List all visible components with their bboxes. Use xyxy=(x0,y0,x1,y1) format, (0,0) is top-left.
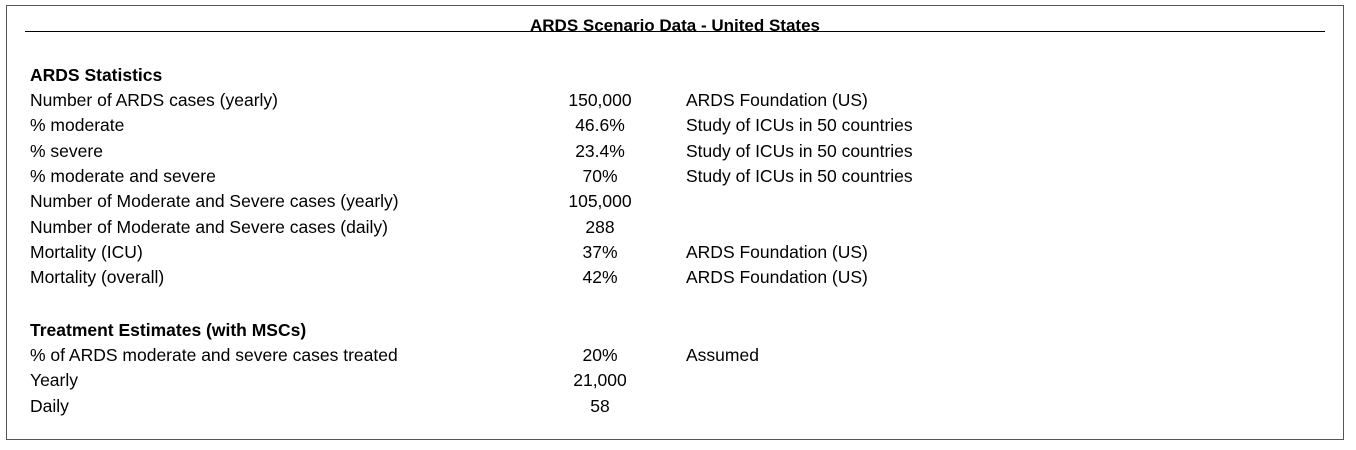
row-label: Number of ARDS cases (yearly) xyxy=(30,90,278,110)
title-underline xyxy=(25,31,1325,32)
row-label: Mortality (overall) xyxy=(30,267,165,287)
sheet-frame xyxy=(6,5,1344,440)
row-value: 42% xyxy=(582,267,618,287)
row-label: Daily xyxy=(30,396,69,416)
row-value: 37% xyxy=(582,242,618,262)
row-value: 58 xyxy=(590,396,610,416)
row-source: ARDS Foundation (US) xyxy=(686,90,868,110)
row-value: 46.6% xyxy=(575,115,625,135)
row-value: 20% xyxy=(582,345,618,365)
row-source: ARDS Foundation (US) xyxy=(686,242,868,262)
row-value: 288 xyxy=(585,217,615,237)
sheet-title: ARDS Scenario Data - United States xyxy=(529,16,820,35)
section-heading-statistics: ARDS Statistics xyxy=(30,65,163,85)
row-value: 70% xyxy=(582,166,618,186)
row-label: % of ARDS moderate and severe cases treated xyxy=(30,345,398,365)
row-source: ARDS Foundation (US) xyxy=(686,267,868,287)
row-source: Study of ICUs in 50 countries xyxy=(686,115,913,135)
row-value: 21,000 xyxy=(573,370,627,390)
row-label: % moderate xyxy=(30,115,125,135)
row-source: Study of ICUs in 50 countries xyxy=(686,141,913,161)
row-source: Assumed xyxy=(686,345,759,365)
row-value: 105,000 xyxy=(568,191,632,211)
row-label: Number of Moderate and Severe cases (daily) xyxy=(30,217,388,237)
row-value: 150,000 xyxy=(568,90,632,110)
row-label: Yearly xyxy=(30,370,78,390)
row-label: Number of Moderate and Severe cases (yearly) xyxy=(30,191,399,211)
row-source: Study of ICUs in 50 countries xyxy=(686,166,913,186)
row-label: Mortality (ICU) xyxy=(30,242,143,262)
row-value: 23.4% xyxy=(575,141,625,161)
row-label: % moderate and severe xyxy=(30,166,216,186)
section-heading-treatment: Treatment Estimates (with MSCs) xyxy=(30,320,307,340)
row-label: % severe xyxy=(30,141,103,161)
